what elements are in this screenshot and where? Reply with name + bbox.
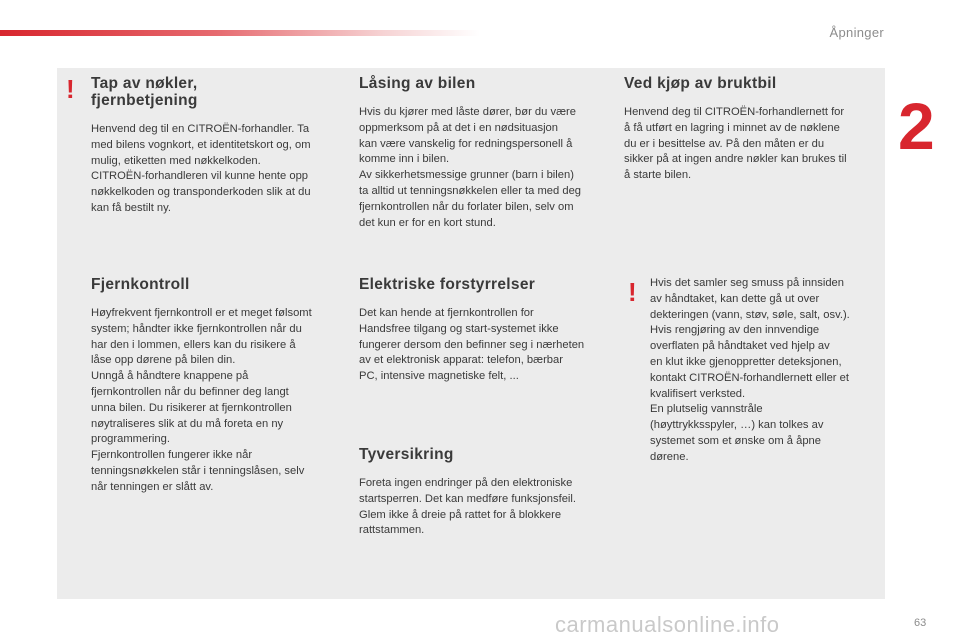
header-accent-bar [0, 30, 480, 36]
watermark: carmanualsonline.info [555, 612, 780, 637]
chapter-number: 2 [898, 89, 935, 163]
electrical-interference-section [359, 276, 614, 385]
used-car-body: Henvend deg til CITROËN-forhandlernett for å få utført en lagring i minnet av de nøklene du er i besittelse av. På den måten er du sikker på at ingen andre nøkler kan brukes til å starte bilen. [624, 106, 847, 182]
electrical-interference-title: Elektriske forstyrrelser [359, 276, 536, 293]
anti-theft-section [359, 446, 614, 539]
electrical-interference-body: Det kan hende at fjernkontrollen for Handsfree tilgang og start-systemet ikke fungerer dersom den befinner seg i nærheten av et elektronisk apparat: telefon, bærbar PC, intensive magnetiske felt, ... [359, 307, 585, 383]
used-car-section [624, 75, 879, 184]
lost-keys-title: Tap av nøkler, fjernbetjening [91, 75, 198, 109]
remote-control-title: Fjernkontroll [91, 276, 190, 293]
warning-icon: ! [628, 277, 637, 307]
anti-theft-title: Tyversikring [359, 446, 454, 463]
locking-title: Låsing av bilen [359, 75, 476, 92]
warning-icon: ! [66, 74, 75, 104]
page-number: 63 [914, 617, 927, 629]
locking-section [359, 75, 614, 231]
anti-theft-body: Foreta ingen endringer på den elektroniske startsperren. Det kan medføre funksjonsfeil. Glem ikke å dreie på rattet for å blokkere rattstammen. [359, 477, 577, 537]
dirt-warning-section [650, 276, 882, 466]
section-title: Åpninger [829, 25, 884, 40]
remote-control-body: Høyfrekvent fjernkontroll er et meget følsomt system; håndter ikke fjernkontrollen når du har den i lommen, ellers kan du risikere å låse opp dørene på bilen din. Unngå å håndtere knappene på fjernkontrollen når du befinner deg langt unna bilen. Du risikerer at fjernkontrollen nøytraliseres slik at du må foreta en ny programmering. Fjernkontrollen fungerer ikke når tenningsnøkkelen står i tenningslåsen, selv når tenningen er slått av. [91, 307, 312, 493]
remote-control-section [91, 276, 351, 496]
dirt-warning-body: Hvis det samler seg smuss på innsiden av håndtaket, kan dette gå ut over dekteringen (vann, støv, søle, salt, osv.). Hvis rengjøring av den innvendige overflaten på håndtaket ved hjelp av en klut ikke gjenoppretter deteksjonen, kontakt CITROËN-forhandlernett eller et kvalifisert verksted. En plutselig vannstråle (høyttrykksspyler, …) kan tolkes av systemet som et ønske om å åpne dørene. [650, 277, 850, 463]
used-car-title: Ved kjøp av bruktbil [624, 75, 777, 92]
lost-keys-section [91, 75, 346, 217]
locking-body: Hvis du kjører med låste dører, bør du være oppmerksom på at det i en nødsituasjon kan være vanskelig for redningspersonell å komme inn i bilen. Av sikkerhetsmessige grunner (barn i bilen) ta alltid ut tenningsnøkkelen eller ta med deg fjernkontrollen når du forlater bilen, selv om det kun er for en kort stund. [359, 106, 582, 229]
lost-keys-body: Henvend deg til en CITROËN-forhandler. Ta med bilens vognkort, et identitetskort og, om mulig, etiketten med nøkkelkoden. CITROËN-forhandleren vil kunne hente opp nøkkelkoden og transponderkoden slik at du kan få bestilt ny. [91, 123, 311, 214]
